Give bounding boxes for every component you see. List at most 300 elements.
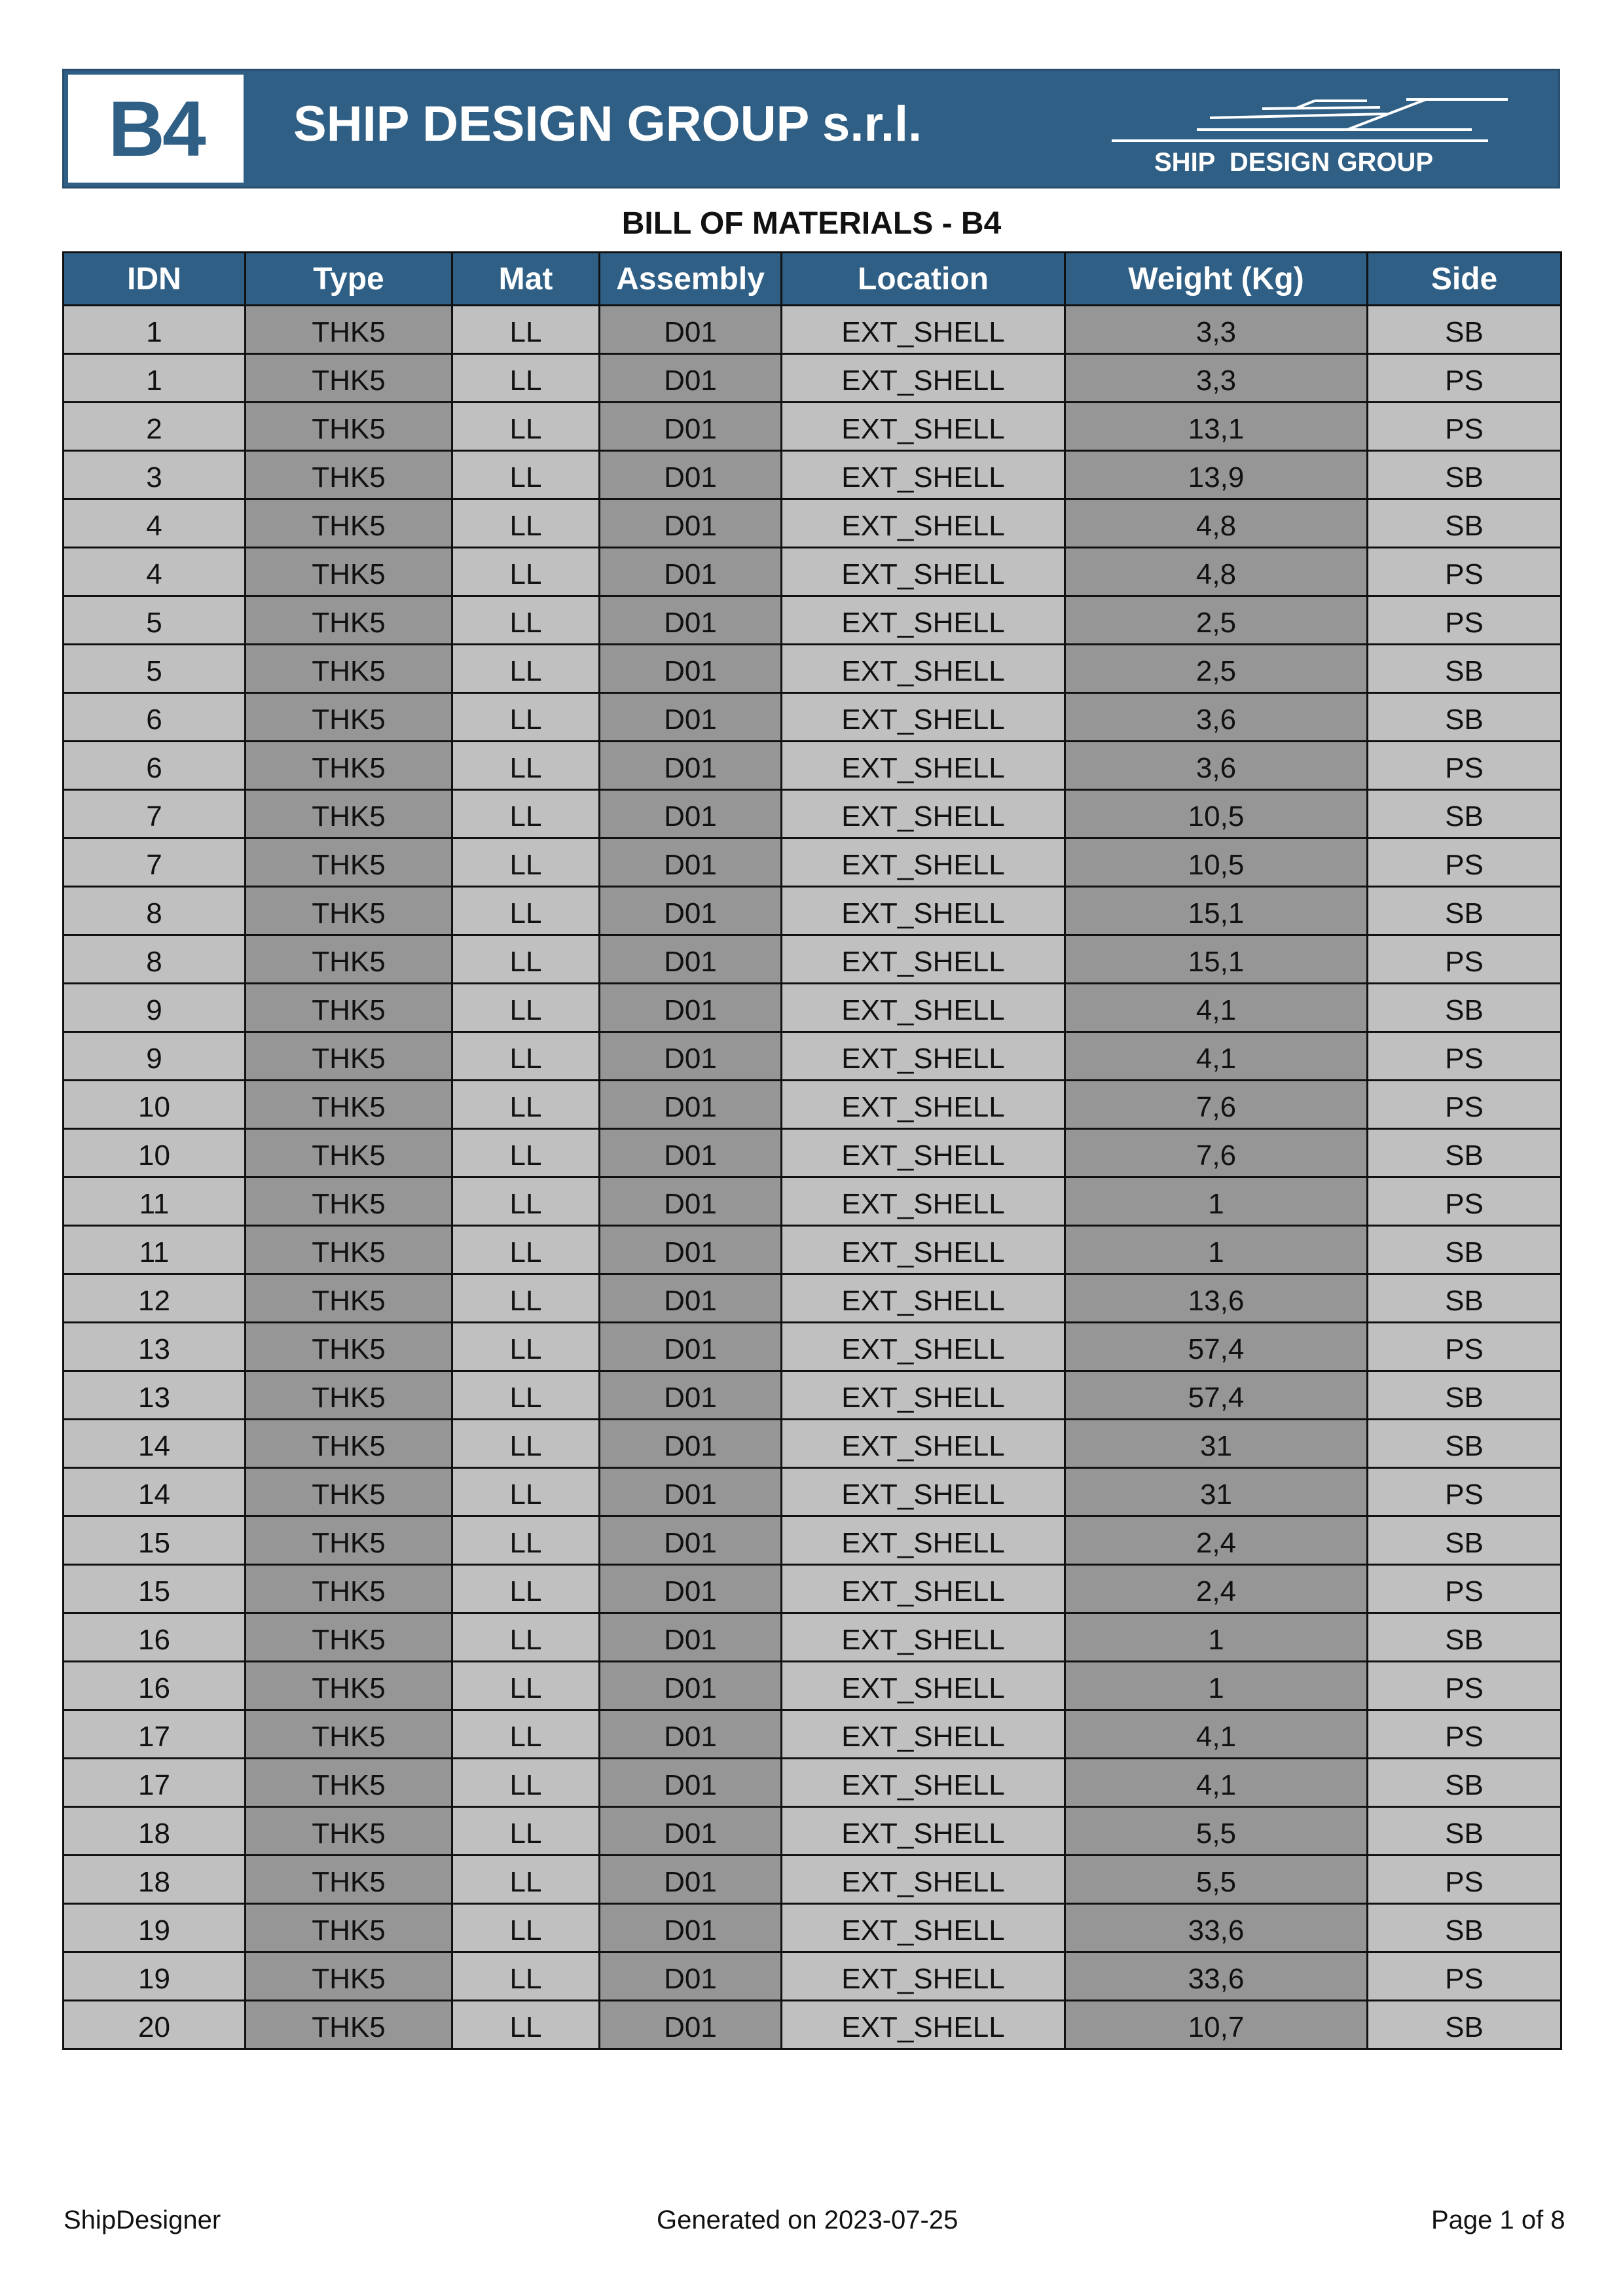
cell-mat: LL [452,1565,600,1613]
table-row [64,306,1561,354]
cell-assembly: D01 [600,403,782,451]
cell-side: PS [1368,1032,1561,1081]
cell-idn: 7 [64,790,246,838]
cell-side: PS [1368,1177,1561,1226]
cell-weight: 31 [1065,1420,1368,1468]
logo-badge [68,75,244,183]
cell-idn: 18 [64,1856,246,1904]
cell-type: THK5 [246,984,452,1032]
cell-side: SB [1368,451,1561,499]
cell-assembly: D01 [600,1516,782,1565]
table-row [64,984,1561,1032]
cell-idn: 10 [64,1081,246,1129]
cell-mat: LL [452,1032,600,1081]
table-row [64,1662,1561,1710]
cell-side: PS [1368,1856,1561,1904]
cell-type: THK5 [246,935,452,984]
cell-weight: 4,8 [1065,499,1368,548]
cell-side: PS [1368,838,1561,887]
cell-mat: LL [452,838,600,887]
cell-idn: 10 [64,1129,246,1177]
cell-weight: 2,5 [1065,596,1368,645]
cell-side: PS [1368,1081,1561,1129]
cell-idn: 6 [64,742,246,790]
cell-side: PS [1368,1952,1561,2001]
cell-mat: LL [452,935,600,984]
column-header-assembly: Assembly [600,253,782,306]
cell-side: SB [1368,1807,1561,1856]
cell-weight: 7,6 [1065,1129,1368,1177]
cell-weight: 13,9 [1065,451,1368,499]
cell-assembly: D01 [600,1759,782,1807]
cell-location: EXT_SHELL [782,403,1065,451]
cell-side: PS [1368,742,1561,790]
cell-idn: 4 [64,499,246,548]
cell-weight: 4,8 [1065,548,1368,596]
footer-generated-date: Generated on 2023-07-25 [657,2206,958,2234]
cell-type: THK5 [246,1420,452,1468]
cell-assembly: D01 [600,1952,782,2001]
cell-mat: LL [452,1856,600,1904]
cell-side: PS [1368,1565,1561,1613]
cell-type: THK5 [246,790,452,838]
cell-idn: 11 [64,1177,246,1226]
cell-location: EXT_SHELL [782,887,1065,935]
cell-assembly: D01 [600,693,782,742]
cell-mat: LL [452,499,600,548]
footer-page-number: Page 1 of 8 [1431,2206,1565,2234]
cell-assembly: D01 [600,1807,782,1856]
cell-location: EXT_SHELL [782,790,1065,838]
cell-assembly: D01 [600,306,782,354]
cell-idn: 19 [64,1904,246,1952]
cell-assembly: D01 [600,1081,782,1129]
table-row [64,1565,1561,1613]
cell-side: PS [1368,1662,1561,1710]
cell-location: EXT_SHELL [782,1856,1065,1904]
cell-mat: LL [452,1177,600,1226]
cell-idn: 17 [64,1710,246,1759]
cell-side: PS [1368,935,1561,984]
cell-mat: LL [452,1613,600,1662]
cell-weight: 4,1 [1065,984,1368,1032]
cell-assembly: D01 [600,742,782,790]
cell-side: PS [1368,596,1561,645]
column-header-side: Side [1368,253,1561,306]
cell-location: EXT_SHELL [782,1274,1065,1323]
cell-idn: 18 [64,1807,246,1856]
cell-type: THK5 [246,1226,452,1274]
cell-mat: LL [452,548,600,596]
document-title: BILL OF MATERIALS - B4 [621,206,1002,241]
cell-weight: 1 [1065,1177,1368,1226]
cell-type: THK5 [246,1323,452,1371]
cell-weight: 13,6 [1065,1274,1368,1323]
table-row [64,1420,1561,1468]
cell-type: THK5 [246,1807,452,1856]
cell-idn: 15 [64,1516,246,1565]
cell-idn: 13 [64,1323,246,1371]
cell-idn: 14 [64,1468,246,1516]
cell-idn: 16 [64,1662,246,1710]
cell-weight: 4,1 [1065,1032,1368,1081]
cell-assembly: D01 [600,1613,782,1662]
cell-weight: 15,1 [1065,887,1368,935]
cell-mat: LL [452,887,600,935]
cell-location: EXT_SHELL [782,1468,1065,1516]
cell-type: THK5 [246,354,452,403]
cell-location: EXT_SHELL [782,838,1065,887]
cell-type: THK5 [246,1371,452,1420]
cell-mat: LL [452,1710,600,1759]
cell-mat: LL [452,1759,600,1807]
table-body [64,306,1561,2049]
cell-type: THK5 [246,742,452,790]
cell-assembly: D01 [600,1323,782,1371]
cell-idn: 6 [64,693,246,742]
cell-assembly: D01 [600,1032,782,1081]
table-row [64,645,1561,693]
cell-idn: 20 [64,2001,246,2049]
cell-weight: 33,6 [1065,1952,1368,2001]
cell-side: SB [1368,887,1561,935]
cell-side: SB [1368,499,1561,548]
cell-weight: 3,6 [1065,742,1368,790]
cell-location: EXT_SHELL [782,935,1065,984]
cell-location: EXT_SHELL [782,1662,1065,1710]
cell-location: EXT_SHELL [782,354,1065,403]
logo-text: B4 [108,84,204,173]
cell-weight: 2,4 [1065,1565,1368,1613]
cell-location: EXT_SHELL [782,1516,1065,1565]
table-row [64,887,1561,935]
cell-side: SB [1368,1759,1561,1807]
cell-side: SB [1368,1226,1561,1274]
cell-type: THK5 [246,693,452,742]
bill-of-materials-table [62,251,1562,2050]
cell-mat: LL [452,596,600,645]
cell-idn: 1 [64,306,246,354]
cell-mat: LL [452,1129,600,1177]
cell-assembly: D01 [600,499,782,548]
cell-mat: LL [452,1904,600,1952]
cell-mat: LL [452,1081,600,1129]
cell-type: THK5 [246,1759,452,1807]
table-row [64,935,1561,984]
cell-type: THK5 [246,1856,452,1904]
table-row [64,2001,1561,2049]
cell-weight: 33,6 [1065,1904,1368,1952]
cell-assembly: D01 [600,1856,782,1904]
cell-mat: LL [452,645,600,693]
cell-location: EXT_SHELL [782,1613,1065,1662]
footer-app-name: ShipDesigner [64,2206,221,2234]
table-row [64,1323,1561,1371]
cell-assembly: D01 [600,887,782,935]
cell-location: EXT_SHELL [782,1129,1065,1177]
cell-mat: LL [452,693,600,742]
cell-weight: 13,1 [1065,403,1368,451]
table-row [64,1516,1561,1565]
table-row [64,1081,1561,1129]
table-row [64,1032,1561,1081]
cell-idn: 5 [64,596,246,645]
cell-mat: LL [452,403,600,451]
cell-type: THK5 [246,645,452,693]
cell-assembly: D01 [600,1662,782,1710]
cell-mat: LL [452,1468,600,1516]
cell-weight: 1 [1065,1613,1368,1662]
cell-side: PS [1368,354,1561,403]
cell-side: SB [1368,790,1561,838]
cell-idn: 12 [64,1274,246,1323]
cell-assembly: D01 [600,596,782,645]
cell-location: EXT_SHELL [782,693,1065,742]
cell-location: EXT_SHELL [782,1759,1065,1807]
cell-assembly: D01 [600,1274,782,1323]
cell-location: EXT_SHELL [782,1565,1065,1613]
table-row [64,1177,1561,1226]
cell-assembly: D01 [600,451,782,499]
cell-assembly: D01 [600,790,782,838]
cell-side: SB [1368,693,1561,742]
cell-location: EXT_SHELL [782,1420,1065,1468]
cell-mat: LL [452,742,600,790]
cell-idn: 9 [64,1032,246,1081]
column-header-location: Location [782,253,1065,306]
cell-location: EXT_SHELL [782,306,1065,354]
cell-weight: 15,1 [1065,935,1368,984]
table-row [64,790,1561,838]
cell-type: THK5 [246,1565,452,1613]
cell-location: EXT_SHELL [782,1323,1065,1371]
cell-type: THK5 [246,838,452,887]
cell-location: EXT_SHELL [782,1807,1065,1856]
cell-location: EXT_SHELL [782,1032,1065,1081]
cell-weight: 3,3 [1065,354,1368,403]
cell-location: EXT_SHELL [782,596,1065,645]
cell-location: EXT_SHELL [782,499,1065,548]
cell-assembly: D01 [600,838,782,887]
cell-mat: LL [452,790,600,838]
cell-assembly: D01 [600,2001,782,2049]
cell-weight: 10,5 [1065,790,1368,838]
cell-location: EXT_SHELL [782,1081,1065,1129]
cell-weight: 5,5 [1065,1856,1368,1904]
cell-side: SB [1368,1274,1561,1323]
cell-type: THK5 [246,1274,452,1323]
cell-type: THK5 [246,2001,452,2049]
table-row [64,499,1561,548]
cell-location: EXT_SHELL [782,1710,1065,1759]
cell-assembly: D01 [600,1226,782,1274]
cell-mat: LL [452,1323,600,1371]
cell-location: EXT_SHELL [782,451,1065,499]
cell-assembly: D01 [600,645,782,693]
cell-type: THK5 [246,403,452,451]
cell-type: THK5 [246,1032,452,1081]
cell-weight: 4,1 [1065,1759,1368,1807]
table-row [64,403,1561,451]
cell-side: SB [1368,1516,1561,1565]
table-row [64,693,1561,742]
table-row [64,1226,1561,1274]
cell-type: THK5 [246,887,452,935]
cell-assembly: D01 [600,548,782,596]
cell-idn: 8 [64,935,246,984]
cell-weight: 10,7 [1065,2001,1368,2049]
cell-idn: 15 [64,1565,246,1613]
cell-weight: 10,5 [1065,838,1368,887]
table-row [64,548,1561,596]
cell-assembly: D01 [600,1710,782,1759]
cell-weight: 7,6 [1065,1081,1368,1129]
cell-assembly: D01 [600,935,782,984]
table-row [64,1274,1561,1323]
cell-idn: 11 [64,1226,246,1274]
cell-mat: LL [452,1274,600,1323]
table-row [64,742,1561,790]
table-row [64,1129,1561,1177]
cell-location: EXT_SHELL [782,1177,1065,1226]
cell-location: EXT_SHELL [782,2001,1065,2049]
cell-side: SB [1368,1613,1561,1662]
cell-idn: 19 [64,1952,246,2001]
page-header [62,69,1560,188]
cell-weight: 2,4 [1065,1516,1368,1565]
cell-type: THK5 [246,548,452,596]
column-header-type: Type [246,253,452,306]
table-row [64,1468,1561,1516]
cell-idn: 1 [64,354,246,403]
cell-idn: 5 [64,645,246,693]
table-row [64,1371,1561,1420]
cell-assembly: D01 [600,1129,782,1177]
cell-side: SB [1368,984,1561,1032]
table-row [64,1759,1561,1807]
table-row [64,1856,1561,1904]
cell-side: SB [1368,1904,1561,1952]
table-row [64,354,1561,403]
cell-location: EXT_SHELL [782,1371,1065,1420]
cell-side: SB [1368,1420,1561,1468]
cell-type: THK5 [246,306,452,354]
cell-mat: LL [452,306,600,354]
column-header-idn: IDN [64,253,246,306]
cell-type: THK5 [246,1904,452,1952]
table-row [64,1904,1561,1952]
table-row [64,1613,1561,1662]
cell-side: PS [1368,1323,1561,1371]
cell-side: SB [1368,645,1561,693]
cell-location: EXT_SHELL [782,645,1065,693]
cell-type: THK5 [246,1129,452,1177]
cell-assembly: D01 [600,1904,782,1952]
table-row [64,1952,1561,2001]
cell-location: EXT_SHELL [782,1952,1065,2001]
cell-assembly: D01 [600,984,782,1032]
table-row [64,1807,1561,1856]
cell-mat: LL [452,1662,600,1710]
cell-location: EXT_SHELL [782,1904,1065,1952]
cell-type: THK5 [246,451,452,499]
cell-side: PS [1368,1710,1561,1759]
cell-weight: 3,6 [1065,693,1368,742]
cell-mat: LL [452,451,600,499]
cell-type: THK5 [246,1468,452,1516]
cell-weight: 5,5 [1065,1807,1368,1856]
cell-weight: 57,4 [1065,1323,1368,1371]
cell-side: SB [1368,1371,1561,1420]
cell-weight: 57,4 [1065,1371,1368,1420]
cell-mat: LL [452,1420,600,1468]
cell-assembly: D01 [600,1468,782,1516]
table-row [64,838,1561,887]
cell-idn: 17 [64,1759,246,1807]
cell-type: THK5 [246,1952,452,2001]
cell-location: EXT_SHELL [782,1226,1065,1274]
cell-location: EXT_SHELL [782,742,1065,790]
cell-weight: 1 [1065,1662,1368,1710]
cell-type: THK5 [246,1177,452,1226]
cell-idn: 14 [64,1420,246,1468]
cell-mat: LL [452,1516,600,1565]
company-name: SHIP DESIGN GROUP s.r.l. [293,96,922,152]
cell-side: SB [1368,1129,1561,1177]
cell-type: THK5 [246,1710,452,1759]
cell-side: PS [1368,548,1561,596]
cell-idn: 9 [64,984,246,1032]
cell-mat: LL [452,354,600,403]
cell-side: SB [1368,306,1561,354]
table-row [64,1710,1561,1759]
table-row [64,596,1561,645]
table-header-row [64,253,1561,306]
cell-weight: 1 [1065,1226,1368,1274]
cell-side: SB [1368,2001,1561,2049]
cell-location: EXT_SHELL [782,984,1065,1032]
cell-idn: 8 [64,887,246,935]
cell-mat: LL [452,1371,600,1420]
cell-weight: 2,5 [1065,645,1368,693]
cell-mat: LL [452,2001,600,2049]
brand-text: SHIP DESIGN GROUP [1154,148,1434,177]
cell-weight: 3,3 [1065,306,1368,354]
cell-assembly: D01 [600,1371,782,1420]
cell-type: THK5 [246,1081,452,1129]
cell-idn: 16 [64,1613,246,1662]
cell-mat: LL [452,1226,600,1274]
cell-type: THK5 [246,1613,452,1662]
cell-mat: LL [452,1807,600,1856]
cell-side: PS [1368,1468,1561,1516]
cell-mat: LL [452,984,600,1032]
cell-side: PS [1368,403,1561,451]
cell-type: THK5 [246,499,452,548]
cell-assembly: D01 [600,1420,782,1468]
cell-type: THK5 [246,596,452,645]
cell-idn: 2 [64,403,246,451]
column-header-mat: Mat [452,253,600,306]
cell-type: THK5 [246,1662,452,1710]
cell-type: THK5 [246,1516,452,1565]
cell-idn: 7 [64,838,246,887]
brand-logo [1105,85,1511,177]
cell-assembly: D01 [600,1177,782,1226]
cell-idn: 3 [64,451,246,499]
table-row [64,451,1561,499]
cell-idn: 4 [64,548,246,596]
